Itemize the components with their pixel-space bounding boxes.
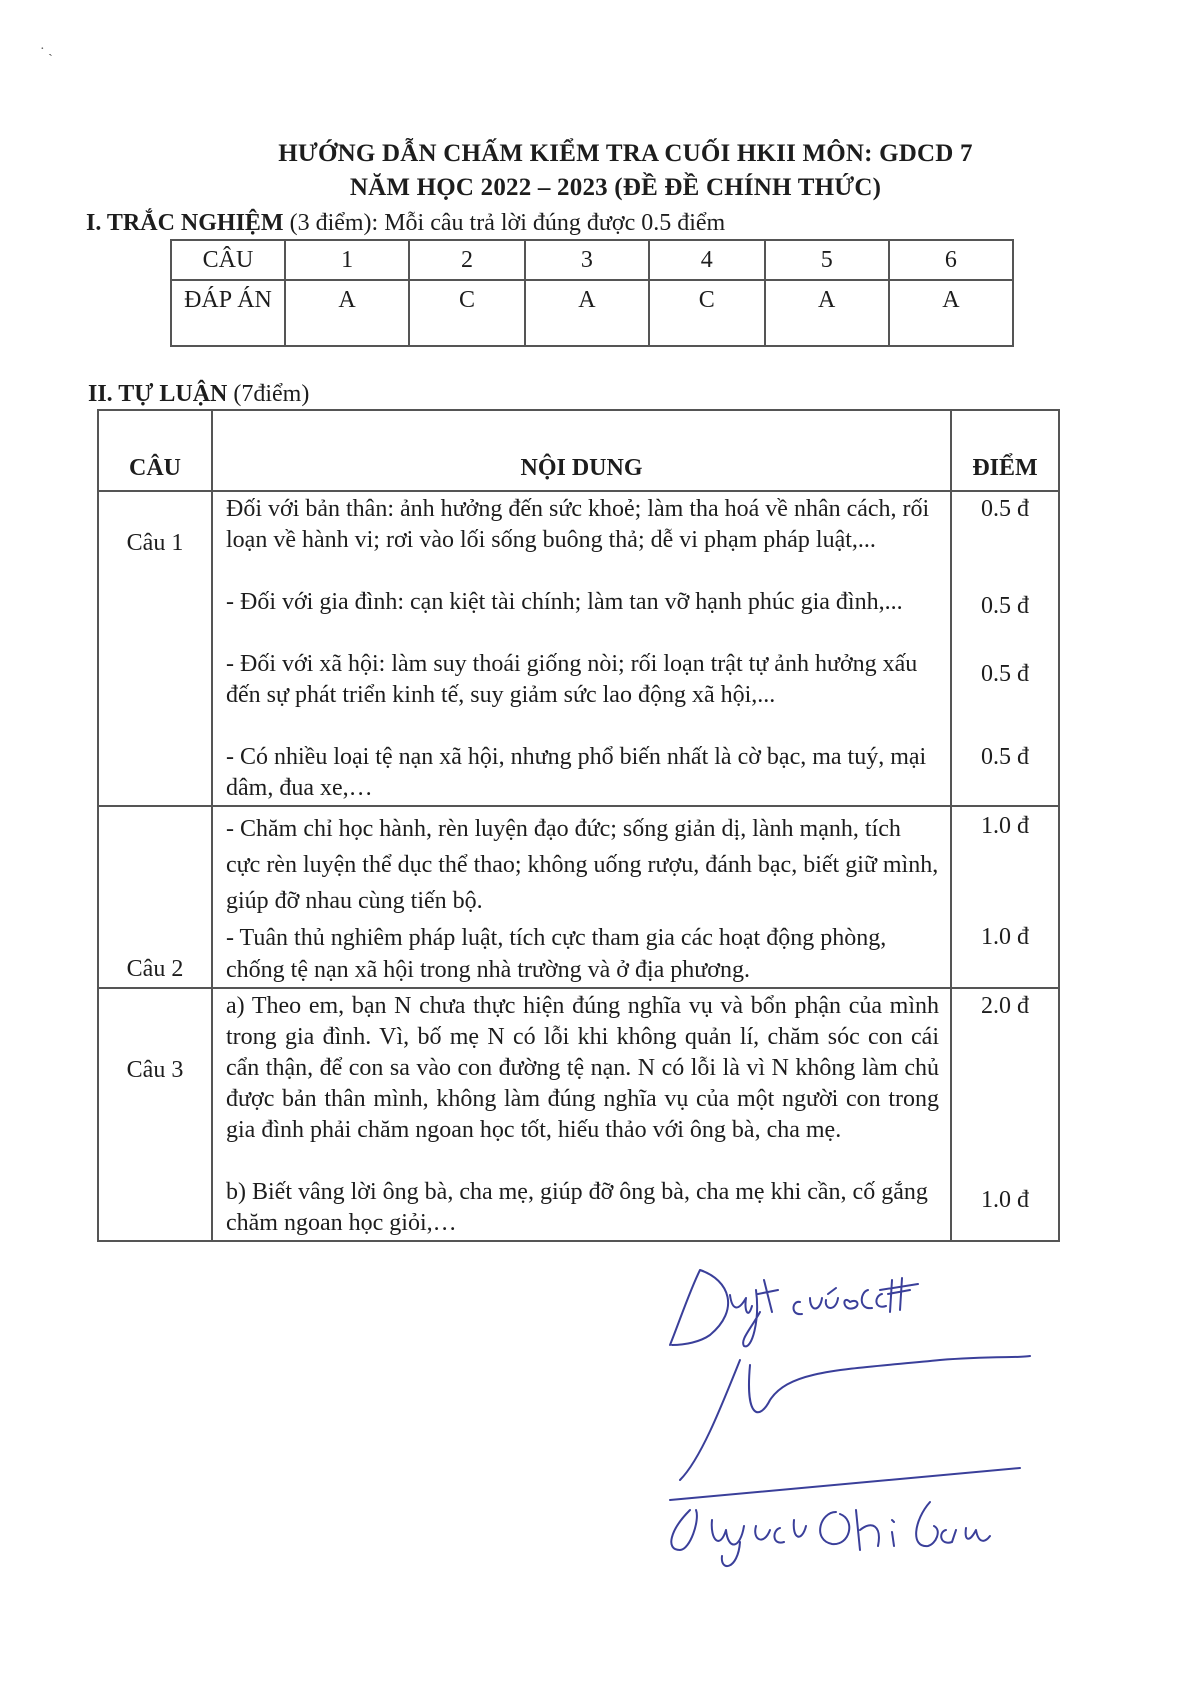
section2-title: II. TỰ LUẬN — [88, 381, 228, 407]
essay-row-q2 — [98, 806, 1059, 988]
q2-item-2: - Tuân thủ nghiêm pháp luật, tích cực tham gia các hoạt động phòng, chống tệ nạn xã hội trong nhà trường và ở địa phương. — [226, 925, 887, 983]
essay-row-q3 — [98, 988, 1059, 1241]
signature-drawing — [660, 1250, 1100, 1580]
q2-content — [212, 806, 951, 988]
mc-question-1: 1 — [285, 240, 409, 280]
scan-speck: · ˏ — [40, 42, 53, 57]
essay-table — [97, 409, 1060, 1242]
col-question-header: CÂU — [98, 410, 212, 491]
q3-item-2: b) Biết vâng lời ông bà, cha mẹ, giúp đỡ ông bà, cha mẹ khi cần, cố gắng chăm ngoan học giỏi,… — [226, 1179, 928, 1236]
q3-scores — [951, 988, 1059, 1241]
mc-row-label-question: CÂU — [171, 240, 285, 280]
q1-content — [212, 491, 951, 806]
handwritten-approval-signature — [660, 1250, 1100, 1580]
q3-score-1: 2.0 đ — [981, 993, 1029, 1019]
q1-score-1: 0.5 đ — [981, 496, 1029, 522]
multiple-choice-table — [170, 239, 1014, 347]
section2-heading — [88, 381, 309, 408]
q3-item-1: a) Theo em, bạn N chưa thực hiện đúng nghĩa vụ và bổn phận của mình trong gia đình. Vì, bố mẹ N có lỗi khi không quản lí, chăm sóc con cái cẩn thận, để con sa vào con đường tệ nạn. N có lỗi là vì N không làm chủ được bản thân mình, không làm đúng nghĩa vụ của một người con trong gia đình phải chăm ngoan học tốt, hiếu thảo với ông bà, cha mẹ. — [226, 993, 939, 1143]
mc-answer-5: A — [765, 280, 889, 346]
q1-score-2: 0.5 đ — [981, 593, 1029, 619]
doc-title-line2: NĂM HỌC 2022 – 2023 (ĐỀ ĐỀ CHÍNH THỨC) — [349, 174, 882, 201]
mc-question-row — [171, 240, 1013, 280]
q2-label: Câu 2 — [98, 806, 212, 988]
mc-question-6: 6 — [889, 240, 1013, 280]
q2-score-2: 1.0 đ — [981, 924, 1029, 950]
q3-score-2: 1.0 đ — [981, 1187, 1029, 1213]
mc-answer-row — [171, 280, 1013, 346]
q1-item-1: Đối với bản thân: ảnh hưởng đến sức khoẻ; làm tha hoá về nhân cách, rối loạn về hành vi; rơi vào lối sống buông thả; dễ vi phạm pháp luật,... — [226, 496, 930, 553]
section1-subtitle: (3 điểm): Mỗi câu trả lời đúng được 0.5 điểm — [283, 210, 726, 236]
q3-content — [212, 988, 951, 1241]
mc-answer-4: C — [649, 280, 765, 346]
mc-answer-2: C — [409, 280, 525, 346]
q2-item-1: - Chăm chỉ học hành, rèn luyện đạo đức; sống giản dị, lành mạnh, tích cực rèn luyện thể dục thể thao; không uống rượu, đánh bạc, biết giữ mình, giúp đỡ nhau cùng tiến bộ. — [226, 816, 939, 914]
q1-score-3: 0.5 đ — [981, 661, 1029, 687]
section1-title: I. TRẮC NGHIỆM — [86, 210, 284, 236]
q1-label: Câu 1 — [98, 491, 212, 806]
q2-scores — [951, 806, 1059, 988]
mc-answer-1: A — [285, 280, 409, 346]
q1-scores — [951, 491, 1059, 806]
mc-answer-3: A — [525, 280, 649, 346]
q2-score-1: 1.0 đ — [981, 813, 1029, 839]
mc-question-2: 2 — [409, 240, 525, 280]
mc-answer-6: A — [889, 280, 1013, 346]
col-content-header: NỘI DUNG — [212, 410, 951, 491]
q1-score-4: 0.5 đ — [981, 744, 1029, 770]
q1-item-3: - Đối với xã hội: làm suy thoái giống nòi; rối loạn trật tự ảnh hưởng xấu đến sự phát triển kinh tế, suy giảm sức lao động xã hội,... — [226, 651, 918, 708]
mc-row-label-answer: ĐÁP ÁN — [171, 280, 285, 346]
doc-title-line1: HƯỚNG DẪN CHẤM KIỂM TRA CUỐI HKII MÔN: GDCD 7 — [278, 140, 973, 167]
mc-question-4: 4 — [649, 240, 765, 280]
q1-item-4: - Có nhiều loại tệ nạn xã hội, nhưng phổ biến nhất là cờ bạc, ma tuý, mại dâm, đua xe,… — [226, 744, 927, 801]
section2-subtitle: (7điểm) — [227, 381, 310, 407]
q1-item-2: - Đối với gia đình: cạn kiệt tài chính; làm tan vỡ hạnh phúc gia đình,... — [226, 589, 903, 615]
essay-header-row — [98, 410, 1059, 491]
mc-question-5: 5 — [765, 240, 889, 280]
q3-label: Câu 3 — [98, 988, 212, 1241]
section1-heading — [86, 210, 725, 237]
col-score-header: ĐIỂM — [951, 410, 1059, 491]
essay-row-q1 — [98, 491, 1059, 806]
mc-question-3: 3 — [525, 240, 649, 280]
